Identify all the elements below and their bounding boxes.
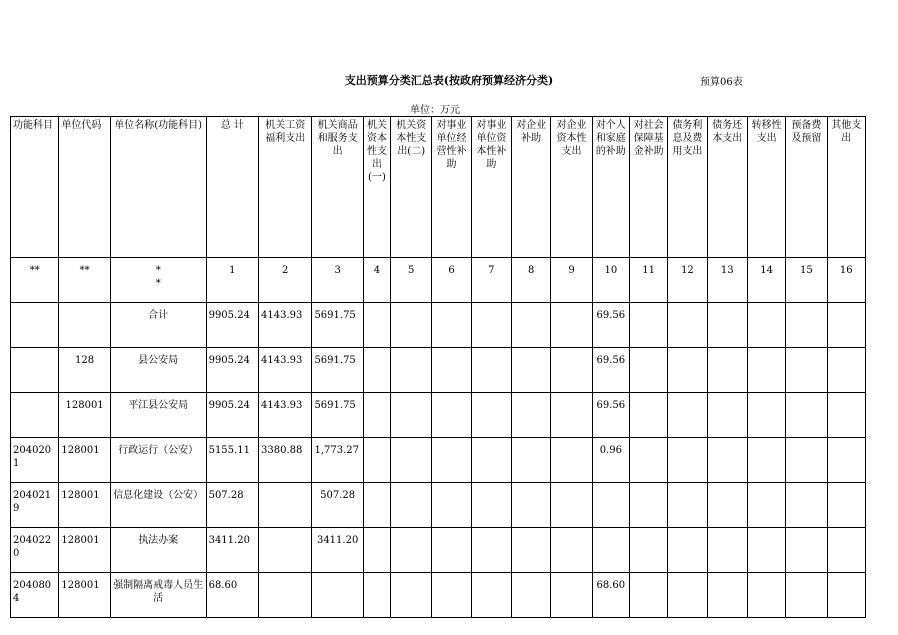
wage-cell [259, 483, 312, 528]
header-cell: 其他支出 [827, 117, 865, 258]
empty-cell [707, 393, 747, 438]
column-number: 6 [432, 258, 471, 303]
header-cell: 单位代码 [59, 117, 110, 258]
empty-cell [512, 438, 551, 483]
empty-cell [391, 483, 432, 528]
table-row [11, 528, 866, 573]
empty-cell [786, 573, 827, 618]
empty-cell [432, 438, 471, 483]
empty-cell [551, 573, 592, 618]
table-row [11, 393, 866, 438]
empty-cell [512, 348, 551, 393]
header-cell: 对社会保障基金补助 [629, 117, 667, 258]
empty-cell [471, 573, 511, 618]
header-cell: 预备费及预留 [786, 117, 827, 258]
empty-cell [629, 393, 667, 438]
empty-cell [551, 528, 592, 573]
table-row [11, 573, 866, 618]
unit-code-cell: 128001 [59, 393, 110, 438]
table-row [11, 348, 866, 393]
func-code-cell: 2040201 [11, 438, 59, 483]
empty-cell [827, 393, 865, 438]
empty-cell [471, 438, 511, 483]
header-cell: 总 计 [206, 117, 258, 258]
unit-name-cell: 强制隔离戒毒人员生活 [110, 573, 206, 618]
household-subsidy-cell: 69.56 [592, 348, 629, 393]
empty-cell [629, 348, 667, 393]
empty-cell [432, 573, 471, 618]
column-number: 12 [668, 258, 707, 303]
empty-cell [786, 393, 827, 438]
empty-cell [432, 303, 471, 348]
empty-cell [707, 438, 747, 483]
household-subsidy-cell: 68.60 [592, 573, 629, 618]
column-number: 4 [363, 258, 390, 303]
empty-cell [668, 303, 707, 348]
empty-cell [391, 573, 432, 618]
total-cell: 68.60 [206, 573, 258, 618]
empty-cell [471, 348, 511, 393]
empty-cell [668, 573, 707, 618]
column-number: 10 [592, 258, 629, 303]
empty-cell [551, 348, 592, 393]
household-subsidy-cell: 69.56 [592, 393, 629, 438]
empty-cell [512, 573, 551, 618]
empty-cell [551, 483, 592, 528]
empty-cell [471, 303, 511, 348]
empty-cell [391, 528, 432, 573]
empty-cell [391, 393, 432, 438]
household-subsidy-cell: 69.56 [592, 303, 629, 348]
empty-cell [512, 483, 551, 528]
column-number: * * [110, 258, 206, 303]
empty-cell [471, 393, 511, 438]
goods-services-cell: 507.28 [312, 483, 363, 528]
wage-cell: 4143.93 [259, 348, 312, 393]
header-cell: 转移性支出 [747, 117, 785, 258]
empty-cell [551, 303, 592, 348]
column-number: 11 [629, 258, 667, 303]
unit-code-cell: 128001 [59, 573, 110, 618]
empty-cell [827, 528, 865, 573]
empty-cell [668, 483, 707, 528]
empty-cell [747, 303, 785, 348]
empty-cell [363, 573, 390, 618]
column-number: 9 [551, 258, 592, 303]
header-cell: 对企业资本性支出 [551, 117, 592, 258]
empty-cell [668, 393, 707, 438]
column-number: 8 [512, 258, 551, 303]
unit-code-cell: 128001 [59, 483, 110, 528]
empty-cell [707, 528, 747, 573]
header-cell: 债务还本支出 [707, 117, 747, 258]
header-cell: 债务利息及费用支出 [668, 117, 707, 258]
empty-cell [432, 393, 471, 438]
unit-name-cell: 合计 [110, 303, 206, 348]
empty-cell [629, 438, 667, 483]
header-cell: 机关工资福利支出 [259, 117, 312, 258]
column-number: ** [11, 258, 59, 303]
empty-cell [747, 393, 785, 438]
total-cell: 9905.24 [206, 348, 258, 393]
func-code-cell: 2040219 [11, 483, 59, 528]
empty-cell [512, 393, 551, 438]
unit-code-cell [59, 303, 110, 348]
empty-cell [827, 573, 865, 618]
empty-cell [432, 348, 471, 393]
header-cell: 单位名称(功能科目) [110, 117, 206, 258]
column-number: 15 [786, 258, 827, 303]
empty-cell [629, 573, 667, 618]
header-cell: 对事业单位资本性补助 [471, 117, 511, 258]
goods-services-cell [312, 573, 363, 618]
total-cell: 507.28 [206, 483, 258, 528]
empty-cell [363, 483, 390, 528]
total-cell: 3411.20 [206, 528, 258, 573]
header-cell: 机关商品和服务支出 [312, 117, 363, 258]
header-cell: 功能科目 [11, 117, 59, 258]
unit-name-cell: 平江县公安局 [110, 393, 206, 438]
header-cell: 对事业单位经营性补助 [432, 117, 471, 258]
unit-name-cell: 执法办案 [110, 528, 206, 573]
empty-cell [629, 483, 667, 528]
household-subsidy-cell [592, 483, 629, 528]
report-title: 支出预算分类汇总表(按政府预算经济分类) [344, 74, 554, 87]
empty-cell [786, 348, 827, 393]
empty-cell [629, 303, 667, 348]
column-number: ** [59, 258, 110, 303]
empty-cell [786, 438, 827, 483]
empty-cell [668, 528, 707, 573]
empty-cell [363, 348, 390, 393]
wage-cell: 3380.88 [259, 438, 312, 483]
empty-cell [668, 348, 707, 393]
column-number: 7 [471, 258, 511, 303]
empty-cell [512, 303, 551, 348]
column-number: 1 [206, 258, 258, 303]
empty-cell [827, 438, 865, 483]
func-code-cell [11, 348, 59, 393]
unit-code-cell: 128001 [59, 528, 110, 573]
column-number: 2 [259, 258, 312, 303]
func-code-cell: 2040220 [11, 528, 59, 573]
household-subsidy-cell [592, 528, 629, 573]
empty-cell [512, 528, 551, 573]
empty-cell [827, 303, 865, 348]
expenditure-table [10, 116, 866, 618]
empty-cell [432, 528, 471, 573]
empty-cell [827, 483, 865, 528]
func-code-cell: 2040804 [11, 573, 59, 618]
empty-cell [363, 528, 390, 573]
wage-cell: 4143.93 [259, 303, 312, 348]
goods-services-cell: 3411.20 [312, 528, 363, 573]
goods-services-cell: 1,773.27 [312, 438, 363, 483]
unit-name-cell: 信息化建设（公安） [110, 483, 206, 528]
empty-cell [551, 393, 592, 438]
header-cell: 对个人和家庭的补助 [592, 117, 629, 258]
empty-cell [471, 528, 511, 573]
empty-cell [391, 348, 432, 393]
empty-cell [707, 573, 747, 618]
empty-cell [747, 438, 785, 483]
header-cell: 机关资本性支出(二) [391, 117, 432, 258]
empty-cell [827, 348, 865, 393]
empty-cell [391, 438, 432, 483]
func-code-cell [11, 303, 59, 348]
empty-cell [747, 573, 785, 618]
total-cell: 9905.24 [206, 303, 258, 348]
table-row [11, 483, 866, 528]
wage-cell: 4143.93 [259, 393, 312, 438]
empty-cell [391, 303, 432, 348]
empty-cell [707, 303, 747, 348]
empty-cell [707, 483, 747, 528]
empty-cell [432, 483, 471, 528]
header-row [11, 117, 866, 258]
empty-cell [363, 303, 390, 348]
total-cell: 5155.11 [206, 438, 258, 483]
column-number-row [11, 258, 866, 303]
unit-name-cell: 县公安局 [110, 348, 206, 393]
empty-cell [786, 303, 827, 348]
total-cell: 9905.24 [206, 393, 258, 438]
empty-cell [471, 483, 511, 528]
goods-services-cell: 5691.75 [312, 393, 363, 438]
wage-cell [259, 573, 312, 618]
empty-cell [747, 528, 785, 573]
goods-services-cell: 5691.75 [312, 348, 363, 393]
table-row [11, 303, 866, 348]
header-cell: 对企业补助 [512, 117, 551, 258]
unit-code-cell: 128 [59, 348, 110, 393]
empty-cell [629, 528, 667, 573]
column-number: 16 [827, 258, 865, 303]
empty-cell [747, 348, 785, 393]
empty-cell [363, 393, 390, 438]
empty-cell [707, 348, 747, 393]
column-number: 13 [707, 258, 747, 303]
wage-cell [259, 528, 312, 573]
household-subsidy-cell: 0.96 [592, 438, 629, 483]
empty-cell [747, 483, 785, 528]
empty-cell [668, 438, 707, 483]
unit-name-cell: 行政运行（公安） [110, 438, 206, 483]
empty-cell [786, 483, 827, 528]
empty-cell [786, 528, 827, 573]
empty-cell [363, 438, 390, 483]
form-code: 预算06表 [700, 77, 743, 88]
func-code-cell [11, 393, 59, 438]
column-number: 14 [747, 258, 785, 303]
table-row [11, 438, 866, 483]
column-number: 3 [312, 258, 363, 303]
goods-services-cell: 5691.75 [312, 303, 363, 348]
empty-cell [551, 438, 592, 483]
column-number: 5 [391, 258, 432, 303]
header-cell: 机关资本性支出(一) [363, 117, 390, 258]
unit-code-cell: 128001 [59, 438, 110, 483]
unit-label: 单位：万元 [410, 105, 460, 116]
